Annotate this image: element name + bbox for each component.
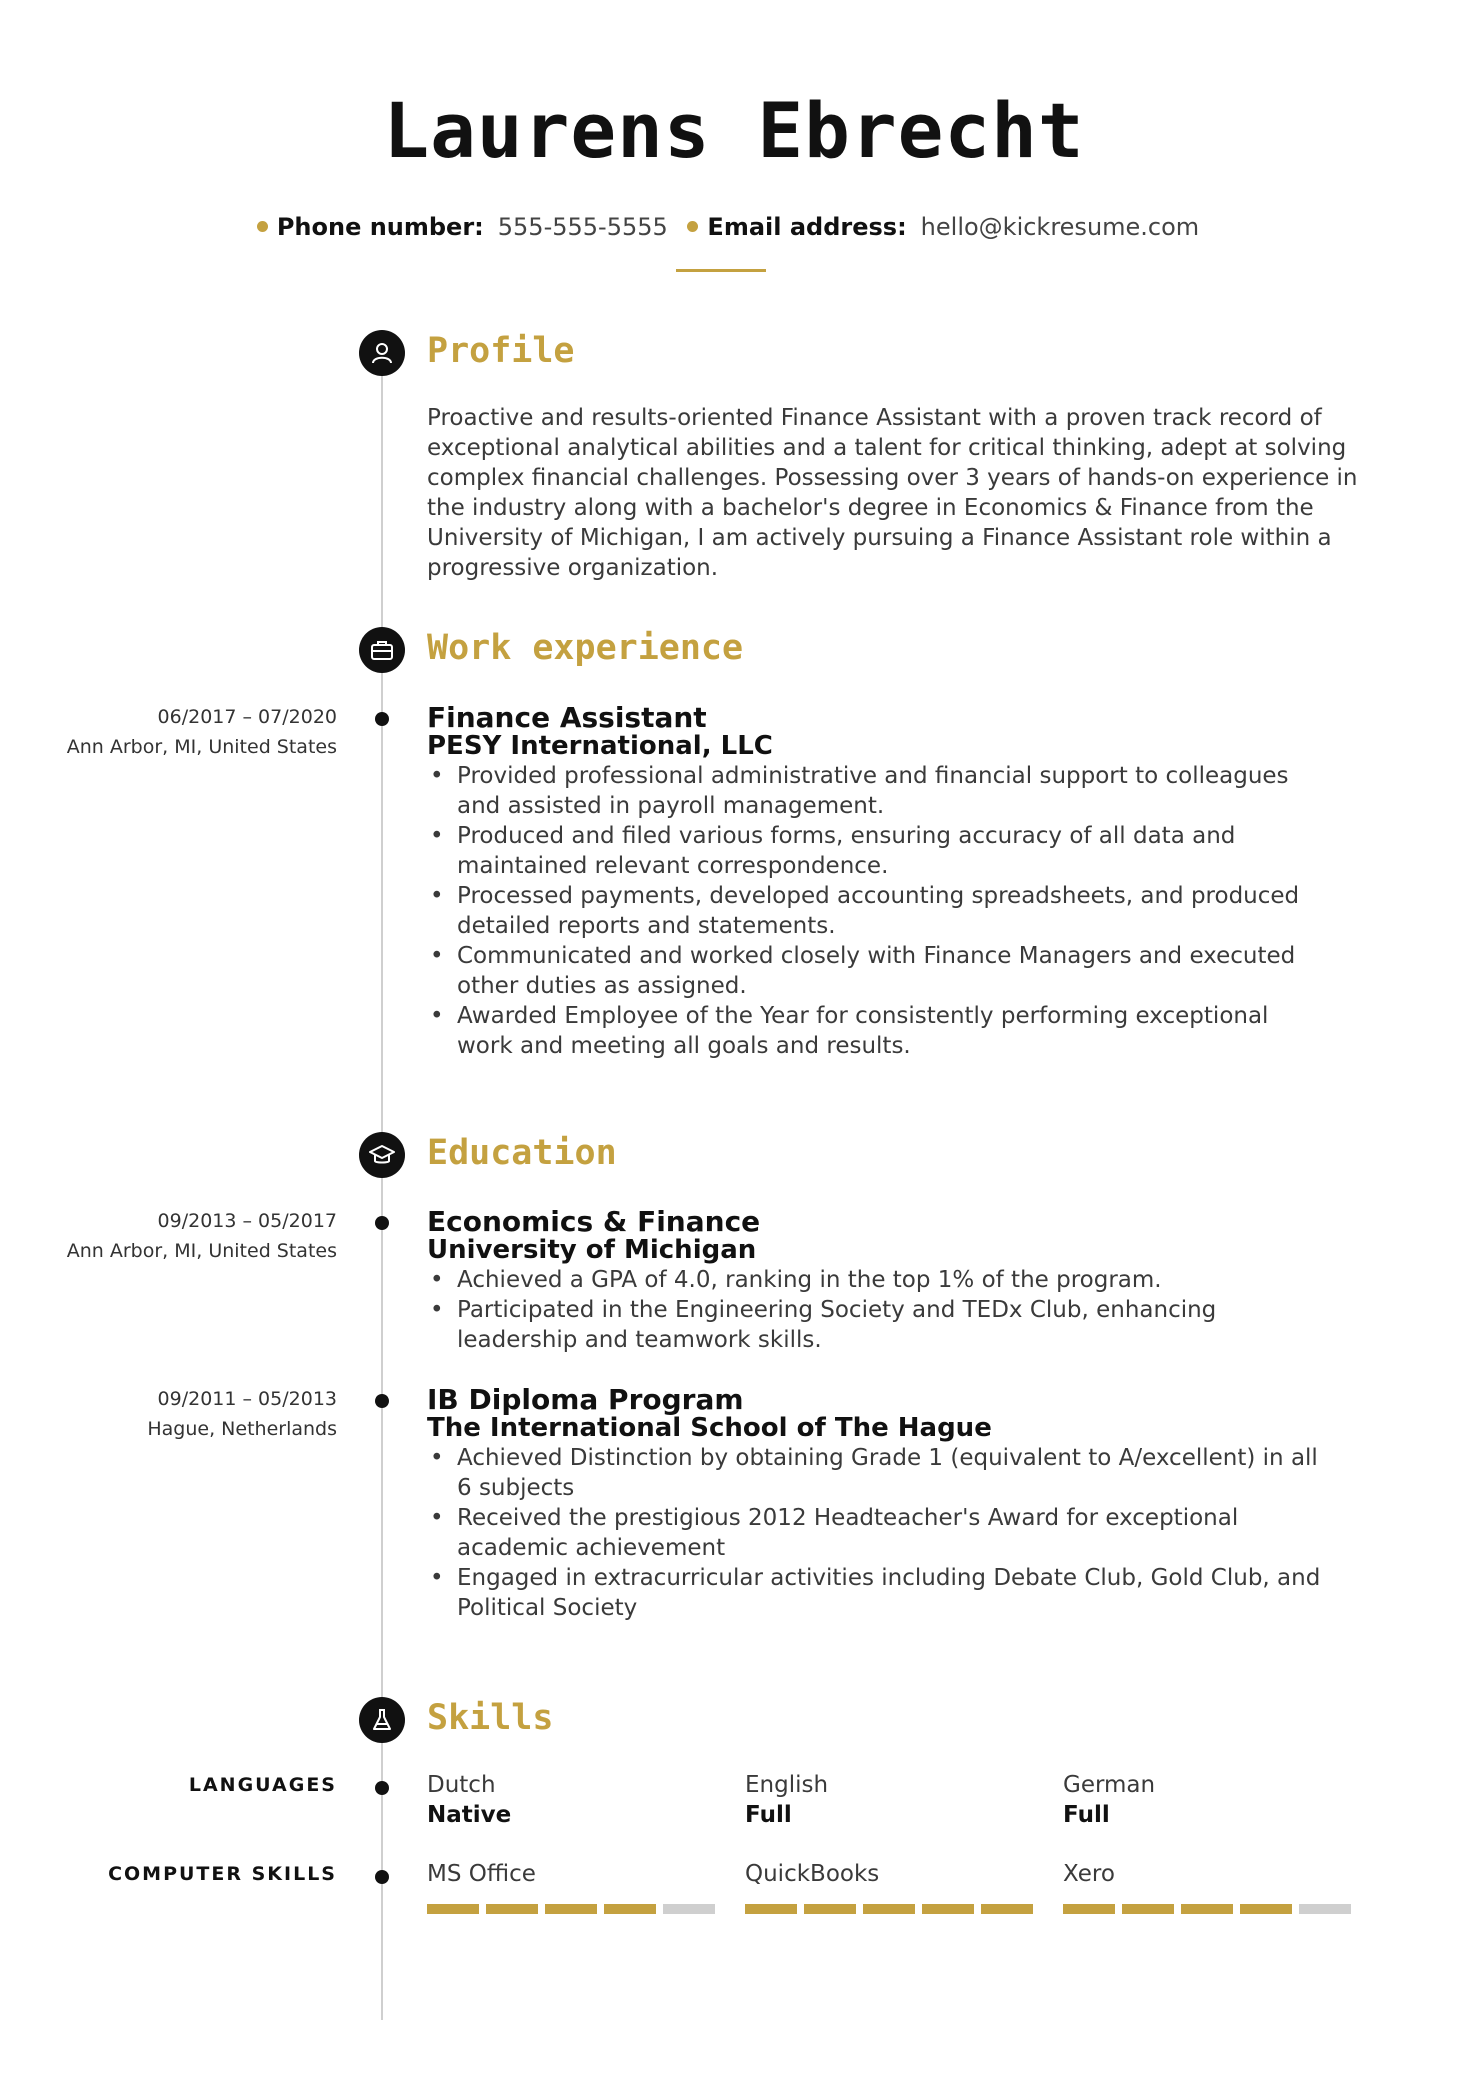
job-company: PESY International, LLC (427, 731, 773, 761)
computer-skills-label: COMPUTER SKILLS (108, 1863, 337, 1885)
edu-school: The International School of The Hague (427, 1413, 992, 1443)
edu-bullets (427, 1443, 1327, 1623)
edu-school: University of Michigan (427, 1235, 757, 1265)
user-icon (359, 330, 405, 376)
rating-segment (745, 1904, 797, 1914)
timeline-node (375, 712, 389, 726)
languages-label: LANGUAGES (188, 1774, 337, 1796)
briefcase-icon (359, 627, 405, 673)
work-heading: Work experience (427, 628, 744, 668)
computer-skill-name: QuickBooks (745, 1861, 880, 1887)
language-name: Dutch (427, 1772, 496, 1798)
profile-heading: Profile (427, 331, 575, 371)
rating-segment (1299, 1904, 1351, 1914)
timeline-node (375, 1870, 389, 1884)
email-label: Email address: (707, 213, 907, 241)
skill-rating-bar (1063, 1904, 1351, 1914)
rating-segment (486, 1904, 538, 1914)
language-level: Full (745, 1802, 792, 1828)
job-location: Ann Arbor, MI, United States (66, 736, 337, 758)
header-divider (676, 269, 766, 272)
computer-skill-name: MS Office (427, 1861, 536, 1887)
rating-segment (604, 1904, 656, 1914)
job-dates: 06/2017 – 07/2020 (157, 706, 337, 728)
rating-segment (545, 1904, 597, 1914)
edu-dates: 09/2013 – 05/2017 (157, 1210, 337, 1232)
skill-rating-bar (745, 1904, 1033, 1914)
language-name: German (1063, 1772, 1156, 1798)
skill-rating-bar (427, 1904, 715, 1914)
rating-segment (1181, 1904, 1233, 1914)
list-item: • Produced and filed various forms, ensuring accuracy of all data and maintained relevant correspondence. (427, 821, 1327, 881)
rating-segment (1063, 1904, 1115, 1914)
graduation-cap-icon (359, 1132, 405, 1178)
edu-bullets (427, 1265, 1327, 1355)
list-item: • Processed payments, developed accounting spreadsheets, and produced detailed reports and statements. (427, 881, 1327, 941)
rating-segment (1240, 1904, 1292, 1914)
list-item: • Received the prestigious 2012 Headteacher's Award for exceptional academic achievement (427, 1503, 1327, 1563)
profile-text: Proactive and results-oriented Finance Assistant with a proven track record of exceptional analytical abilities and a talent for critical thinking, adept at solving complex financial challenges. Possessing over 3 years of hands-on experience in the industry along with a bachelor's degree in Economics & Finance from the University of Michigan, I am actively pursuing a Finance Assistant role within a progressive organization. (427, 405, 1358, 581)
list-item: • Engaged in extracurricular activities including Debate Club, Gold Club, and Political Society (427, 1563, 1327, 1623)
language-level: Full (1063, 1802, 1110, 1828)
rating-segment (981, 1904, 1033, 1914)
resume-name: Laurens Ebrecht (383, 86, 1085, 175)
list-item: • Communicated and worked closely with Finance Managers and executed other duties as assigned. (427, 941, 1327, 1001)
list-item: • Achieved a GPA of 4.0, ranking in the top 1% of the program. (427, 1265, 1327, 1295)
job-title: Finance Assistant (427, 701, 707, 734)
timeline-node (375, 1216, 389, 1230)
edu-location: Hague, Netherlands (147, 1418, 337, 1440)
edu-location: Ann Arbor, MI, United States (66, 1240, 337, 1262)
edu-degree: Economics & Finance (427, 1205, 761, 1238)
edu-dates: 09/2011 – 05/2013 (157, 1388, 337, 1410)
phone-label: Phone number: (276, 213, 484, 241)
skills-heading: Skills (427, 1698, 554, 1738)
language-level: Native (427, 1802, 512, 1828)
email-value[interactable]: hello@kickresume.com (920, 213, 1200, 241)
list-item: • Provided professional administrative and financial support to colleagues and assisted in payroll management. (427, 761, 1327, 821)
list-item: • Participated in the Engineering Society and TEDx Club, enhancing leadership and teamwork skills. (427, 1295, 1327, 1355)
rating-segment (863, 1904, 915, 1914)
timeline-node (375, 1781, 389, 1795)
computer-skill-name: Xero (1063, 1861, 1115, 1887)
list-item: • Achieved Distinction by obtaining Grade 1 (equivalent to A/excellent) in all 6 subjects (427, 1443, 1327, 1503)
rating-segment (804, 1904, 856, 1914)
language-name: English (745, 1772, 829, 1798)
flask-icon (359, 1697, 405, 1743)
bullet-dot-icon (687, 221, 698, 232)
rating-segment (663, 1904, 715, 1914)
education-heading: Education (427, 1133, 617, 1173)
list-item: • Awarded Employee of the Year for consistently performing exceptional work and meeting all goals and results. (427, 1001, 1327, 1061)
edu-degree: IB Diploma Program (427, 1383, 744, 1416)
timeline-line (381, 352, 383, 2020)
rating-segment (922, 1904, 974, 1914)
timeline-node (375, 1394, 389, 1408)
job-bullets (427, 761, 1327, 1061)
phone-value[interactable]: 555-555-5555 (497, 213, 668, 241)
rating-segment (427, 1904, 479, 1914)
bullet-dot-icon (257, 221, 268, 232)
contact-line (0, 213, 1468, 241)
rating-segment (1122, 1904, 1174, 1914)
